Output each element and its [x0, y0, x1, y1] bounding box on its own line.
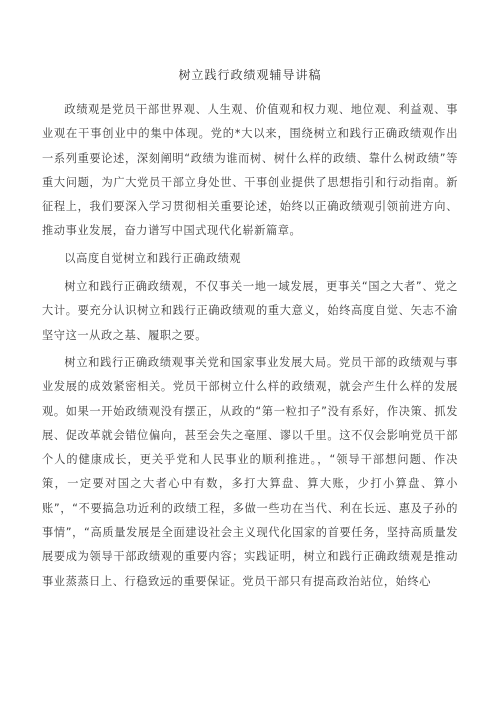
document-title: 树立践行政绩观辅导讲稿 — [178, 68, 322, 82]
section-paragraph-2: 树立和践行正确政绩观事关党和国家事业发展大局。党员干部的政绩观与事业发展的成效紧密相关。党员干部树立什么样的政绩观，就会产生什么样的发展观。如果一开始政绩观没有摆正，从政的“第一粒扣子”没有系好，作决策、抓发展、促改革就会错位偏向，甚至会失之毫厘、谬以千里。这不仅会影响党员干部个人的健康成长，更关乎党和人民事业的顺利推进。，“领导干部想问题、作决策，一定要对国之大者心中有数，多打大算盘、算大账，少打小算盘、算小账”，“不要搞急功近利的政绩工程，多做一些功在当代、利在长远、惠及子孙的事情”，“高质量发展是全面建设社会主义现代化国家的首要任务，坚持高质量发展要成为领导干部政绩观的重要内容；实践证明，树立和践行正确政绩观是推动事业蒸蒸日上、行稳致远的重要保证。党员干部只有提高政治站位，始终心 — [42, 355, 458, 588]
intro-paragraph: 政绩观是党员干部世界观、人生观、价值观和权力观、地位观、利益观、事业观在干事创业中的集中体现。党的*大以来，围绕树立和践行正确政绩观作出一系列重要论述，深刻阐明“政绩为谁而树、树什么样的政绩、靠什么树政绩”等重大问题，为广大党员干部立身处世、干事创业提供了思想指引和行动指南。新征程上，我们要深入学习贯彻相关重要论述，始终以正确政绩观引领前进方向、推动事业发展，奋力谱写中国式现代化崭新篇章。 — [42, 103, 458, 238]
section-heading: 以高度自觉树立和践行正确政绩观 — [64, 251, 242, 265]
section-paragraph-1: 树立和践行正确政绩观，不仅事关一地一域发展，更事关“国之大者”、党之大计。要充分认识树立和践行正确政绩观的重大意义，始终高度自觉、矢志不渝坚守这一从政之基、履职之要。 — [42, 280, 458, 342]
